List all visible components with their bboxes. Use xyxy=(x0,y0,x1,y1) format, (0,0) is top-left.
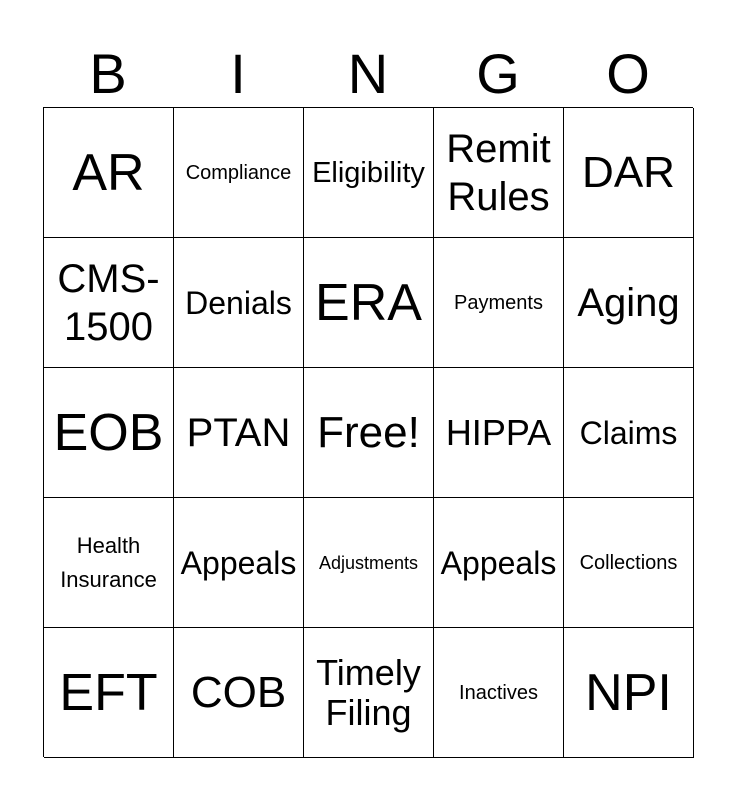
cell-label: Claims xyxy=(579,414,678,451)
cell-label: Denials xyxy=(185,284,292,321)
header-letter-i: I xyxy=(230,42,246,105)
bingo-cell[interactable] xyxy=(44,108,174,238)
bingo-header xyxy=(43,40,693,108)
cell-label: ERA xyxy=(315,273,422,332)
bingo-cell[interactable] xyxy=(434,238,564,368)
cell-label: Remit Rules xyxy=(446,126,551,219)
cell-label: DAR xyxy=(582,147,675,197)
bingo-cell[interactable] xyxy=(434,368,564,498)
bingo-cell[interactable] xyxy=(304,498,434,628)
bingo-cell free-space[interactable] xyxy=(304,368,434,498)
bingo-cell[interactable] xyxy=(564,628,694,758)
cell-label: EFT xyxy=(59,663,158,722)
free-space-label: Free! xyxy=(317,407,420,457)
bingo-cell[interactable] xyxy=(304,108,434,238)
cell-label: AR xyxy=(72,143,145,202)
bingo-cell[interactable] xyxy=(44,498,174,628)
bingo-cell[interactable] xyxy=(304,628,434,758)
bingo-cell[interactable] xyxy=(564,498,694,628)
cell-label: Collections xyxy=(579,551,678,574)
bingo-cell[interactable] xyxy=(174,108,304,238)
header-letter-o: O xyxy=(606,42,650,105)
bingo-cell[interactable] xyxy=(44,238,174,368)
cell-label: Timely Filing xyxy=(316,651,421,733)
header-letter-n: N xyxy=(347,42,389,105)
cell-label: Adjustments xyxy=(318,552,419,573)
header-letter-g: G xyxy=(476,42,520,105)
bingo-cell[interactable] xyxy=(174,368,304,498)
cell-label: HIPPA xyxy=(445,411,552,453)
cell-label: PTAN xyxy=(186,410,291,455)
bingo-cell[interactable] xyxy=(174,498,304,628)
cell-label: EOB xyxy=(53,403,164,462)
bingo-cell[interactable] xyxy=(304,238,434,368)
bingo-cell[interactable] xyxy=(434,628,564,758)
bingo-cell[interactable] xyxy=(434,498,564,628)
cell-label: Aging xyxy=(577,280,680,325)
cell-label: Appeals xyxy=(440,544,557,581)
bingo-cell[interactable] xyxy=(564,108,694,238)
cell-label: NPI xyxy=(585,663,672,722)
bingo-cell[interactable] xyxy=(44,368,174,498)
bingo-cell[interactable] xyxy=(564,368,694,498)
cell-label: Payments xyxy=(454,291,543,314)
bingo-cell[interactable] xyxy=(174,238,304,368)
cell-label: Inactives xyxy=(459,681,538,704)
cell-label: Health Insurance xyxy=(60,532,157,592)
cell-label: CMS- 1500 xyxy=(57,256,160,349)
bingo-cell[interactable] xyxy=(174,628,304,758)
bingo-board xyxy=(43,107,693,757)
bingo-cell[interactable] xyxy=(564,238,694,368)
cell-label: COB xyxy=(190,667,287,717)
cell-label: Compliance xyxy=(185,161,292,184)
cell-label: Eligibility xyxy=(312,156,425,189)
bingo-cell[interactable] xyxy=(434,108,564,238)
header-letter-b: B xyxy=(89,42,127,105)
bingo-cell[interactable] xyxy=(44,628,174,758)
cell-label: Appeals xyxy=(180,544,297,581)
